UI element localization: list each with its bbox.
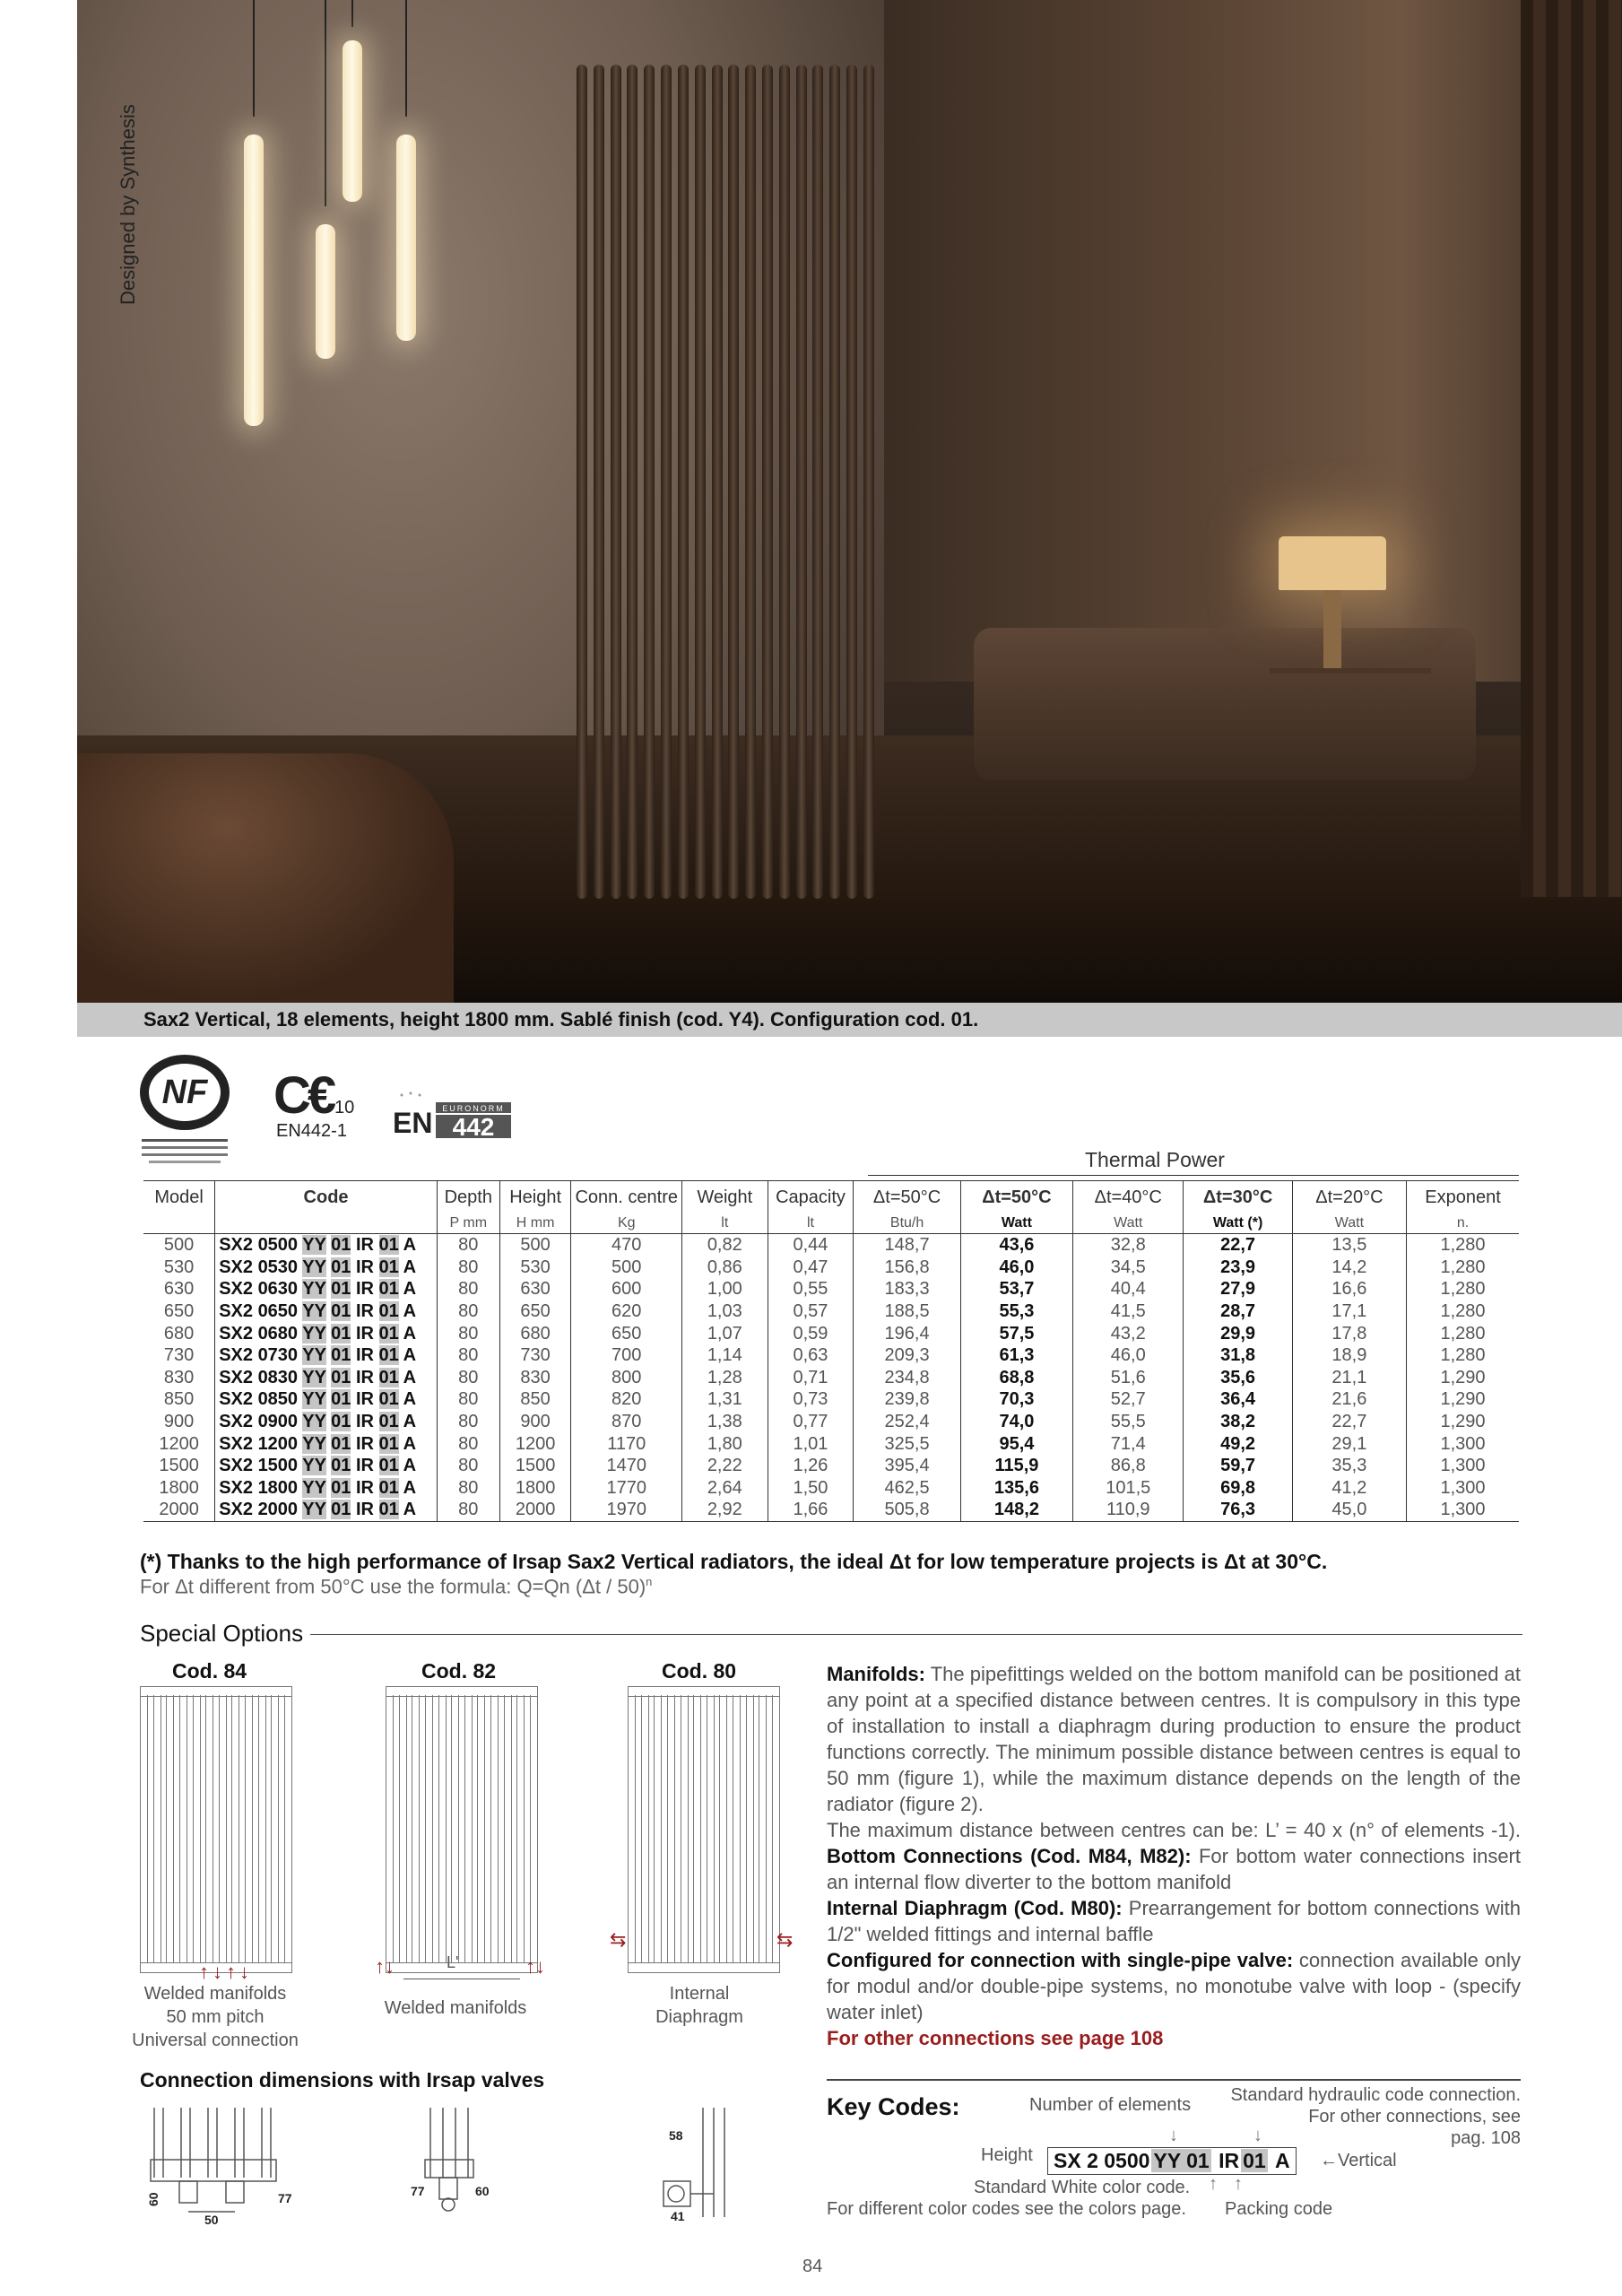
cell-w20: 35,3 [1292, 1455, 1406, 1477]
cell-height: 530 [499, 1257, 571, 1279]
cell-w30: 49,2 [1184, 1432, 1292, 1455]
cell-weight: 1,80 [682, 1432, 768, 1455]
formula-note: For Δt different from 50°C use the formula: Q=Qn (Δt / 50)$^n$ [140, 1575, 653, 1598]
cell-exp: 1,280 [1407, 1278, 1520, 1300]
cell-w50: 95,4 [960, 1432, 1072, 1455]
page-number: 84 [802, 2257, 823, 2276]
cell-w30: 31,8 [1184, 1344, 1292, 1367]
key-codes-title: Key Codes: [827, 2093, 960, 2120]
column-unit: lt [768, 1213, 854, 1234]
cell-w40: 101,5 [1073, 1477, 1184, 1500]
table-row [143, 1367, 1519, 1389]
cell-w20: 17,8 [1292, 1322, 1406, 1344]
cell-capacity: 0,63 [768, 1344, 854, 1367]
cell-w50: 61,3 [960, 1344, 1072, 1367]
cell-w30: 69,8 [1184, 1477, 1292, 1500]
cell-weight: 1,31 [682, 1388, 768, 1411]
pendant-light [396, 135, 416, 341]
cell-w30: 38,2 [1184, 1411, 1292, 1433]
cell-depth: 80 [437, 1322, 499, 1344]
cell-btu: 325,5 [854, 1432, 960, 1455]
cell-weight: 2,22 [682, 1455, 768, 1477]
table-row [143, 1344, 1519, 1367]
cell-weight: 2,64 [682, 1477, 768, 1500]
column-unit [143, 1213, 215, 1234]
cell-w50: 46,0 [960, 1257, 1072, 1279]
column-header: Model [143, 1181, 215, 1214]
column-unit: n. [1407, 1213, 1520, 1234]
code-cell: SX2 0650 YY 01 IR 01 A [215, 1300, 438, 1323]
cod-82-title: Cod. 82 [421, 1659, 497, 1683]
code-cell: SX2 0850 YY 01 IR 01 A [215, 1388, 438, 1411]
table-row [143, 1432, 1519, 1455]
column-unit: Watt [1073, 1213, 1184, 1234]
column-header: Δt=50°C [960, 1181, 1072, 1214]
cell-w30: 59,7 [1184, 1455, 1292, 1477]
cell-model: 850 [163, 1389, 195, 1410]
cell-w40: 34,5 [1073, 1257, 1184, 1279]
cell-height: 500 [499, 1234, 571, 1257]
cell-conn: 820 [571, 1388, 682, 1411]
cell-w40: 110,9 [1073, 1499, 1184, 1521]
cell-btu: 188,5 [854, 1300, 960, 1323]
column-header: Height [499, 1181, 571, 1214]
cell-model: 500 [163, 1235, 195, 1256]
cell-height: 630 [499, 1278, 571, 1300]
arrow-up-icon: ↑ [1234, 2174, 1243, 2194]
cell-capacity: 0,71 [768, 1367, 854, 1389]
cell-exp: 1,300 [1407, 1499, 1520, 1521]
cell-w40: 46,0 [1073, 1344, 1184, 1367]
cell-btu: 234,8 [854, 1367, 960, 1389]
radiator-diagram-cod-80 [628, 1686, 780, 1973]
cell-depth: 80 [437, 1234, 499, 1257]
cell-w20: 45,0 [1292, 1499, 1406, 1521]
key-code-example: SX 2 0500 YY 01 IR 01 A [1047, 2147, 1297, 2175]
cod-80-title: Cod. 80 [662, 1659, 737, 1683]
cell-w50: 70,3 [960, 1388, 1072, 1411]
cell-btu: 183,3 [854, 1278, 960, 1300]
table-row [143, 1278, 1519, 1300]
code-cell: SX2 0730 YY 01 IR 01 A [215, 1344, 438, 1367]
cell-w40: 40,4 [1073, 1278, 1184, 1300]
cell-conn: 1770 [571, 1477, 682, 1500]
pendant-light [244, 135, 264, 426]
column-unit: H mm [499, 1213, 571, 1234]
cell-exp: 1,280 [1407, 1344, 1520, 1367]
cell-conn: 1470 [571, 1455, 682, 1477]
cell-model: 1200 [159, 1433, 199, 1454]
cod-84-title: Cod. 84 [172, 1659, 247, 1683]
cell-model: 530 [163, 1257, 195, 1277]
svg-text:60: 60 [475, 2184, 490, 2198]
cell-w20: 13,5 [1292, 1234, 1406, 1257]
code-cell: SX2 0630 YY 01 IR 01 A [215, 1278, 438, 1300]
cell-model: 900 [163, 1412, 195, 1432]
column-header: Exponent [1407, 1181, 1520, 1214]
cell-depth: 80 [437, 1367, 499, 1389]
cell-depth: 80 [437, 1432, 499, 1455]
column-header: Δt=30°C [1184, 1181, 1292, 1214]
arrow-down-icon: ↓ [1253, 2126, 1262, 2145]
pendant-light [316, 224, 335, 359]
hero-photo [77, 0, 1622, 1003]
cell-capacity: 1,26 [768, 1455, 854, 1477]
cell-conn: 700 [571, 1344, 682, 1367]
column-unit [215, 1213, 438, 1234]
column-unit: Kg [571, 1213, 682, 1234]
cell-w20: 14,2 [1292, 1257, 1406, 1279]
cell-conn: 800 [571, 1367, 682, 1389]
table-row [143, 1499, 1519, 1521]
cell-w30: 35,6 [1184, 1367, 1292, 1389]
cell-btu: 148,7 [854, 1234, 960, 1257]
cell-w20: 21,1 [1292, 1367, 1406, 1389]
cell-exp: 1,280 [1407, 1257, 1520, 1279]
valve-diagram-1 [143, 2106, 292, 2227]
cod-84-label: Welded manifolds 50 mm pitch Universal connection [132, 1984, 299, 2050]
cell-w20: 21,6 [1292, 1388, 1406, 1411]
column-unit: Btu/h [854, 1213, 960, 1234]
cell-capacity: 0,73 [768, 1388, 854, 1411]
table-row [143, 1322, 1519, 1344]
table-lamp-shape [1279, 536, 1386, 590]
cell-exp: 1,280 [1407, 1322, 1520, 1344]
euronorm-logo [391, 1090, 513, 1148]
cell-capacity: 1,50 [768, 1477, 854, 1500]
standard-hydraulic-note: Standard hydraulic code connection. For other connections, see pag. 108 [1230, 2085, 1521, 2148]
divider [827, 2079, 1521, 2081]
connection-dimensions-title: Connection dimensions with Irsap valves [140, 2068, 545, 2092]
cell-w30: 76,3 [1184, 1499, 1292, 1521]
cell-weight: 0,82 [682, 1234, 768, 1257]
cell-w30: 22,7 [1184, 1234, 1292, 1257]
valve-diagram-2 [403, 2106, 502, 2227]
cell-depth: 80 [437, 1300, 499, 1323]
column-unit: Watt (*) [1184, 1213, 1292, 1234]
number-of-elements-label: Number of elements [1029, 2095, 1192, 2115]
cell-w50: 55,3 [960, 1300, 1072, 1323]
specs-table [143, 1180, 1519, 1522]
cell-btu: 156,8 [854, 1257, 960, 1279]
ce-number: 10 [334, 1098, 355, 1118]
cell-btu: 462,5 [854, 1477, 960, 1500]
cell-model: 630 [163, 1279, 195, 1300]
cell-w40: 51,6 [1073, 1367, 1184, 1389]
photo-caption: Sax2 Vertical, 18 elements, height 1800 mm. Sablé finish (cod. Y4). Configuration cod. 01. [143, 1008, 979, 1031]
svg-text:EN: EN [393, 1107, 433, 1139]
cell-exp: 1,300 [1407, 1455, 1520, 1477]
designer-credit: Designed by Synthesis [117, 104, 139, 305]
table-row [143, 1477, 1519, 1500]
pendant-light [343, 40, 362, 202]
svg-text:442: 442 [452, 1113, 495, 1141]
radiator-diagram-cod-84 [140, 1686, 292, 1973]
cell-depth: 80 [437, 1388, 499, 1411]
vertical-label: ←Vertical [1320, 2151, 1397, 2170]
column-unit: P mm [437, 1213, 499, 1234]
manifolds-description: Manifolds: The pipefittings welded on the bottom manifold can be positioned at any point at a specified distance between centres. It is compulsory in this type of installation to install a diaphragm during production to ensure the product functions correctly. The minimum possible distance between centres is equal to 50 mm (figure 1), while the maximum distance depends on the length of the radiator (figure 2). The maximum distance between centres can be: L’ = 40 x (n° of elements -1). Bottom Connections (Cod. M84, M82): For bottom water connections insert an internal flow diverter to the bottom manifold Internal Diaphragm (Cod. M80): Prearrangement for bottom connections with 1/2" welded fittings and internal baffle Configured for connection with single-pipe valve: connection available only for modul and/or double-pipe systems, no monotube valve with loop - (specify water inlet) For other connections see page 108 [827, 1663, 1521, 2049]
cell-w50: 74,0 [960, 1411, 1072, 1433]
table-row [143, 1455, 1519, 1477]
cell-weight: 1,28 [682, 1367, 768, 1389]
cell-capacity: 1,66 [768, 1499, 854, 1521]
cell-btu: 239,8 [854, 1388, 960, 1411]
svg-text:41: 41 [671, 2209, 685, 2223]
code-cell: SX2 0830 YY 01 IR 01 A [215, 1367, 438, 1389]
cell-weight: 1,38 [682, 1411, 768, 1433]
svg-text:77: 77 [411, 2184, 425, 2198]
different-colors-label: For different color codes see the colors page. [827, 2199, 1186, 2219]
table-row [143, 1388, 1519, 1411]
cell-height: 730 [499, 1344, 571, 1367]
cell-weight: 2,92 [682, 1499, 768, 1521]
performance-note: (*) Thanks to the high performance of Irsap Sax2 Vertical radiators, the ideal Δt for low temperature projects is Δt at 30°C. [140, 1550, 1328, 1573]
cell-model: 650 [163, 1301, 195, 1322]
flow-arrows-icon: ⇆ [610, 1928, 627, 1951]
cell-weight: 0,86 [682, 1257, 768, 1279]
cell-model: 730 [163, 1345, 195, 1366]
cell-model: 680 [163, 1323, 195, 1344]
cell-exp: 1,290 [1407, 1388, 1520, 1411]
cell-conn: 1170 [571, 1432, 682, 1455]
cell-exp: 1,300 [1407, 1477, 1520, 1500]
cell-conn: 500 [571, 1257, 682, 1279]
curtain-shape [1521, 0, 1622, 897]
flow-arrows-icon: ↑↓ [525, 1955, 545, 1978]
cell-weight: 1,07 [682, 1322, 768, 1344]
code-cell: SX2 2000 YY 01 IR 01 A [215, 1499, 438, 1521]
cell-height: 680 [499, 1322, 571, 1344]
arrow-down-icon: ↓ [1169, 2126, 1178, 2145]
cell-w50: 115,9 [960, 1455, 1072, 1477]
column-unit: Watt [960, 1213, 1072, 1234]
cell-height: 2000 [499, 1499, 571, 1521]
valve-diagram-3 [658, 2106, 757, 2227]
cell-w50: 57,5 [960, 1322, 1072, 1344]
svg-text:77: 77 [278, 2191, 292, 2205]
cell-model: 1800 [159, 1477, 199, 1498]
svg-text:58: 58 [669, 2128, 683, 2143]
cell-conn: 650 [571, 1322, 682, 1344]
height-label: Height [981, 2145, 1033, 2165]
code-cell: SX2 0500 YY 01 IR 01 A [215, 1234, 438, 1257]
cell-model: 830 [163, 1367, 195, 1387]
cell-w40: 43,2 [1073, 1322, 1184, 1344]
cell-capacity: 0,77 [768, 1411, 854, 1433]
cell-exp: 1,300 [1407, 1432, 1520, 1455]
ce-mark-icon: C€ [273, 1066, 334, 1125]
nf-logo [136, 1049, 233, 1175]
code-cell: SX2 1800 YY 01 IR 01 A [215, 1477, 438, 1500]
cell-capacity: 0,55 [768, 1278, 854, 1300]
cell-w20: 41,2 [1292, 1477, 1406, 1500]
column-header: Weight [682, 1181, 768, 1214]
cell-depth: 80 [437, 1411, 499, 1433]
cell-capacity: 1,01 [768, 1432, 854, 1455]
cell-w20: 22,7 [1292, 1411, 1406, 1433]
cell-w40: 86,8 [1073, 1455, 1184, 1477]
flow-arrows-icon: ↑↓↑↓ [199, 1961, 253, 1983]
cell-depth: 80 [437, 1344, 499, 1367]
cell-depth: 80 [437, 1257, 499, 1279]
column-header: Code [215, 1181, 438, 1214]
thermal-power-label: Thermal Power [1085, 1148, 1225, 1171]
cell-w50: 135,6 [960, 1477, 1072, 1500]
cell-depth: 80 [437, 1499, 499, 1521]
cell-w20: 29,1 [1292, 1432, 1406, 1455]
cell-exp: 1,280 [1407, 1300, 1520, 1323]
cell-depth: 80 [437, 1477, 499, 1500]
column-header: Δt=20°C [1292, 1181, 1406, 1214]
cell-w40: 32,8 [1073, 1234, 1184, 1257]
cell-w50: 68,8 [960, 1367, 1072, 1389]
cell-w50: 148,2 [960, 1499, 1072, 1521]
table-row [143, 1257, 1519, 1279]
cell-model: 2000 [143, 1499, 215, 1521]
packing-code-label: Packing code [1225, 2199, 1333, 2219]
cell-w20: 18,9 [1292, 1344, 1406, 1367]
cell-height: 1200 [499, 1432, 571, 1455]
cell-exp: 1,290 [1407, 1411, 1520, 1433]
cell-w30: 28,7 [1184, 1300, 1292, 1323]
column-header: Depth [437, 1181, 499, 1214]
cell-exp: 1,280 [1407, 1234, 1520, 1257]
cell-w30: 27,9 [1184, 1278, 1292, 1300]
cell-w20: 16,6 [1292, 1278, 1406, 1300]
cell-height: 850 [499, 1388, 571, 1411]
cell-conn: 870 [571, 1411, 682, 1433]
arrow-up-icon: ↑ [1209, 2174, 1218, 2194]
cell-w30: 29,9 [1184, 1322, 1292, 1344]
column-header: Capacity [768, 1181, 854, 1214]
standard-white-label: Standard White color code. [974, 2178, 1191, 2197]
column-unit: Watt [1292, 1213, 1406, 1234]
cell-depth: 80 [437, 1455, 499, 1477]
cell-conn: 620 [571, 1300, 682, 1323]
cell-w40: 41,5 [1073, 1300, 1184, 1323]
dimension-label: L' [447, 1953, 459, 1971]
cell-conn: 470 [571, 1234, 682, 1257]
cell-btu: 196,4 [854, 1322, 960, 1344]
column-header: Δt=50°C [854, 1181, 960, 1214]
cell-capacity: 0,57 [768, 1300, 854, 1323]
cell-height: 830 [499, 1367, 571, 1389]
flow-arrows-icon: ↑↓ [375, 1955, 395, 1978]
code-cell: SX2 0680 YY 01 IR 01 A [215, 1322, 438, 1344]
ce-standard: EN442-1 [276, 1121, 347, 1141]
code-cell: SX2 0900 YY 01 IR 01 A [215, 1411, 438, 1433]
cod-80-label: Internal Diaphragm [655, 1984, 743, 2027]
cell-weight: 1,03 [682, 1300, 768, 1323]
code-cell: SX2 1500 YY 01 IR 01 A [215, 1455, 438, 1477]
column-header: Δt=40°C [1073, 1181, 1184, 1214]
cell-height: 650 [499, 1300, 571, 1323]
cell-w40: 71,4 [1073, 1432, 1184, 1455]
cell-conn: 600 [571, 1278, 682, 1300]
cell-btu: 252,4 [854, 1411, 960, 1433]
radiator-photo [573, 65, 878, 899]
cell-weight: 1,14 [682, 1344, 768, 1367]
divider [140, 1634, 1522, 1635]
svg-text:60: 60 [146, 2192, 160, 2206]
cell-w40: 55,5 [1073, 1411, 1184, 1433]
cell-w50: 53,7 [960, 1278, 1072, 1300]
cod-82-label: Welded manifolds [384, 1998, 527, 2018]
cell-model: 1500 [159, 1456, 199, 1476]
radiator-diagram-cod-82 [386, 1686, 538, 1973]
column-unit: lt [682, 1213, 768, 1234]
flow-arrows-icon: ⇆ [776, 1928, 794, 1951]
svg-text:NF: NF [161, 1074, 208, 1111]
cell-height: 1500 [499, 1455, 571, 1477]
cell-btu: 505,8 [854, 1499, 960, 1521]
table-row [143, 1411, 1519, 1433]
code-cell: SX2 0530 YY 01 IR 01 A [215, 1257, 438, 1279]
cell-btu: 209,3 [854, 1344, 960, 1367]
cell-capacity: 0,47 [768, 1257, 854, 1279]
column-header: Conn. centre [571, 1181, 682, 1214]
special-options-title: Special Options [140, 1620, 310, 1648]
cell-depth: 80 [437, 1278, 499, 1300]
cell-w30: 23,9 [1184, 1257, 1292, 1279]
svg-text:EURONORM: EURONORM [442, 1104, 505, 1113]
code-cell: SX2 1200 YY 01 IR 01 A [215, 1432, 438, 1455]
cell-w30: 36,4 [1184, 1388, 1292, 1411]
cell-w50: 43,6 [960, 1234, 1072, 1257]
cell-height: 900 [499, 1411, 571, 1433]
svg-text:50: 50 [204, 2213, 219, 2227]
cell-w20: 17,1 [1292, 1300, 1406, 1323]
armchair-shape [77, 753, 454, 1003]
other-connections-link: For other connections see page 108 [827, 2027, 1164, 2049]
cell-capacity: 0,59 [768, 1322, 854, 1344]
cell-height: 1800 [499, 1477, 571, 1500]
cell-weight: 1,00 [682, 1278, 768, 1300]
cell-capacity: 0,44 [768, 1234, 854, 1257]
cell-conn: 1970 [571, 1499, 682, 1521]
cell-w40: 52,7 [1073, 1388, 1184, 1411]
cell-btu: 395,4 [854, 1455, 960, 1477]
table-row [143, 1300, 1519, 1323]
table-row [143, 1234, 1519, 1257]
cell-exp: 1,290 [1407, 1367, 1520, 1389]
